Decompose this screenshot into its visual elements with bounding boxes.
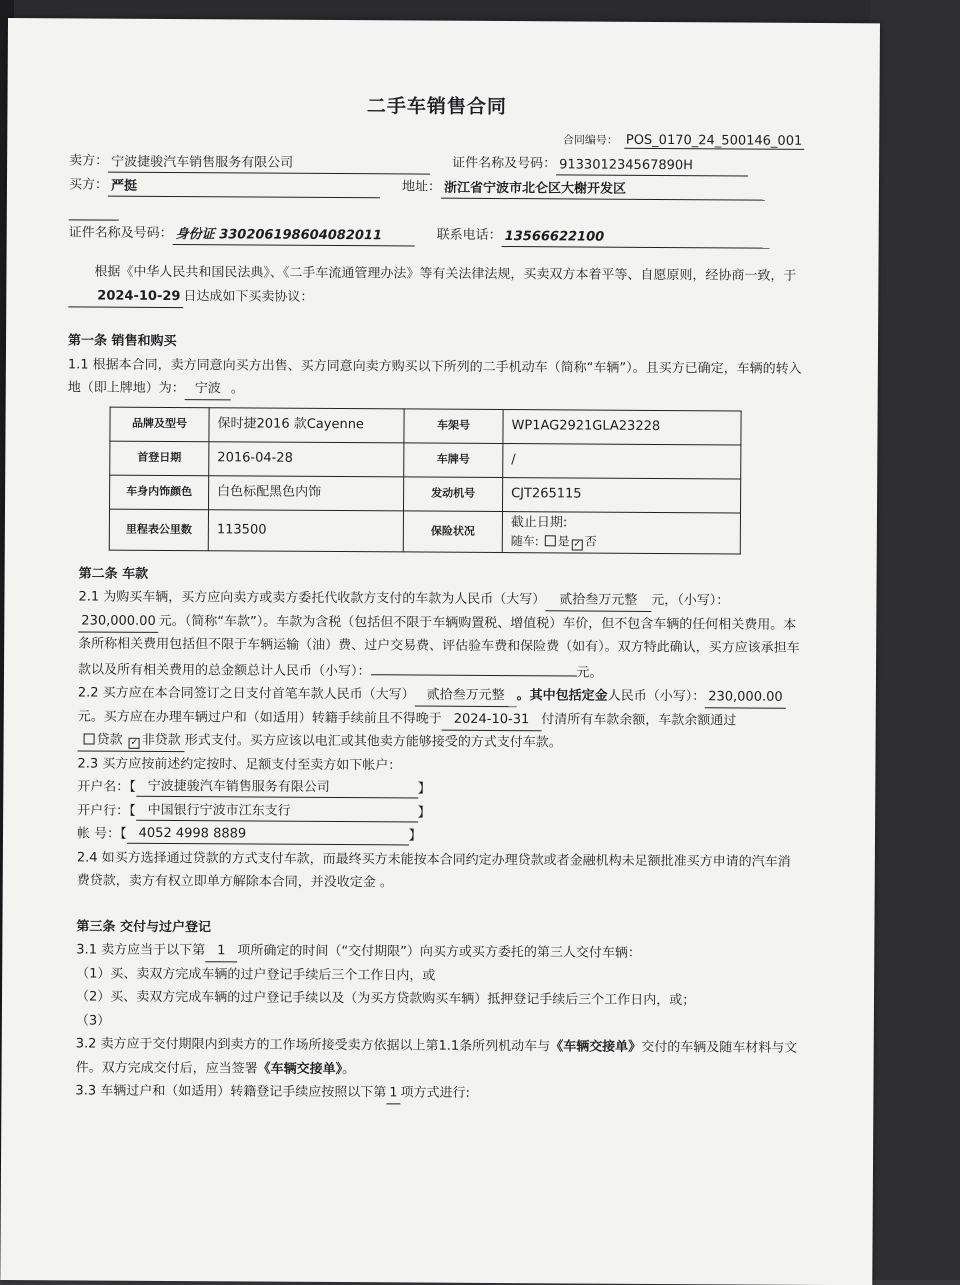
brand-value: 保时捷2016 款Cayenne [209, 407, 404, 442]
article2-p2 [78, 681, 801, 756]
article2-p2-e: 付清所有车款余额，车款余额通过 [541, 711, 737, 728]
phone-value: 13566622100 [502, 228, 770, 249]
article3-option-1: （1）买、卖双方完成车辆的过户登记手续后三个工作日内，或 [76, 965, 436, 984]
desk-background-right [870, 0, 960, 1280]
bank-label: 开户行：【 [77, 802, 136, 819]
close-bracket: 】 [417, 805, 431, 821]
first-payment-upper: 贰拾叁万元整 [415, 685, 517, 707]
article2-p4: 2.4 如买方选择通过贷款的方式支付车款，而最终买方未能按本合同约定办理贷款或者金融机构未足额批准买方申请的汽车消费贷款，卖方有权立即单方解除本合同，并没收定金 。 [76, 849, 791, 891]
article2-heading: 第二条 车款 [78, 565, 149, 582]
article3-p1-b: 项所确定的时间（“交付期限”）向买方或买方委托的第三人交付车辆： [237, 943, 641, 961]
insurance-status [502, 511, 740, 553]
insurance-with-label: 随车: [510, 533, 539, 548]
article1-p1-end: 。 [230, 381, 244, 397]
contract-number-value: POS_0170_24_500146_001 [624, 132, 804, 149]
price-upper-case: 贰拾叁万元整 [545, 590, 651, 612]
page-title: 二手车销售合同 [366, 95, 508, 119]
registration-value: 2016-04-28 [209, 441, 404, 476]
insurance-no-label: 否 [584, 534, 597, 549]
engine-value: CJT265115 [502, 477, 740, 512]
article3-p3-a: 3.3 车辆过户和（如适用）转籍登记手续应按照以下第 [75, 1083, 387, 1101]
address-value: 浙江省宁波市北仑区大榭开发区 [441, 180, 765, 201]
vehicle-table [109, 406, 742, 554]
contract-paper [0, 18, 880, 1285]
close-bracket: 】 [408, 828, 422, 844]
article3-p1-a: 3.1 卖方应当于以下第 [76, 942, 206, 959]
table-row [109, 509, 740, 554]
plate-label: 车牌号 [404, 442, 503, 477]
address-blank-line [69, 201, 119, 220]
article2-p2-a: 2.2 买方应在本合同签订之日支付首笔车款人民币（大写） [77, 685, 415, 703]
seller-id-value: 913301234567890H [556, 156, 748, 176]
article2-p2-b: 。其中包括定金 [516, 688, 608, 704]
article3-p2-a: 3.2 卖方应于交付期限内到卖方的工作场所接受卖方依据以上第1.1条所列机动车与 [75, 1036, 551, 1055]
non-loan-option-label: 非贷款 [141, 732, 181, 749]
color-value: 白色标配黑色内饰 [209, 475, 404, 510]
mileage-label: 里程表公里数 [109, 509, 208, 551]
total-amount-blank [371, 658, 577, 676]
article3-p3 [75, 1079, 798, 1107]
intro-text-2: 日达成如下买卖协议： [183, 288, 314, 305]
buyer-id-value: 身份证 330206198604082011 [173, 226, 415, 246]
table-row [110, 407, 741, 445]
article2-p2-f: 形式支付。买方应该以电汇或其他卖方能够接受的方式支付车款。 [184, 733, 562, 751]
seller-id-label: 证件名称及号码： [452, 155, 557, 171]
insurance-with-car [511, 532, 732, 551]
handover-document-sign: 《车辆交接单》 [257, 1061, 343, 1077]
seller-label: 卖方： [69, 152, 109, 169]
address-label: 地址： [401, 178, 442, 195]
seller-name: 宁波捷骏汽车销售服务有限公司 [108, 154, 430, 175]
article1-heading: 第一条 销售和购买 [67, 333, 177, 350]
loan-option-label: 贷款 [96, 732, 123, 748]
registration-label: 首登日期 [110, 441, 209, 476]
transfer-city: 宁波 [185, 379, 231, 400]
buyer-id-row [69, 220, 804, 248]
checkbox-checked-icon[interactable]: ✓ [130, 737, 139, 748]
balance-due-date: 2024-10-31 [442, 709, 542, 731]
intro-text-1: 根据《中华人民共和国民法典》、《二手车流通管理办法》等有关法律法规，买卖双方本着平等、自愿原则，经协商一致，于 [94, 264, 797, 284]
article3-p2-c: 。 [342, 1061, 356, 1077]
buyer-row [69, 172, 804, 200]
agreement-date: 2024-10-29 [68, 286, 183, 308]
mileage-value: 113500 [208, 509, 403, 551]
brand-label: 品牌及型号 [110, 407, 209, 442]
insurance-yes-label: 是 [557, 533, 570, 548]
article2-p1 [78, 585, 802, 685]
contract-content [63, 93, 804, 1107]
phone-label: 联系电话： [436, 227, 502, 243]
article3-body [75, 938, 799, 1107]
article3-p3-b: 项方式进行: [400, 1085, 470, 1101]
article2-p2-d: 元。买方应在办理车辆过户和（如适用）转籍手续前且不得晚于 [77, 708, 442, 727]
handover-document: 《车辆交接单》 [550, 1039, 642, 1055]
intro-paragraph [68, 260, 803, 311]
engine-label: 发动机号 [403, 476, 502, 511]
price-lower-case: 230,000.00 [78, 611, 159, 632]
account-name-value: 宁波捷骏汽车销售服务有限公司 [136, 778, 418, 799]
delivery-option-number: 1 [205, 941, 237, 962]
article3-p2 [76, 1032, 799, 1083]
article2-p1-a: 2.1 为购买车辆，买方应向卖方或卖方委托代收款方支付的车款为人民币（大写） [78, 589, 546, 608]
buyer-label: 买方： [68, 176, 109, 193]
vin-label: 车架号 [404, 408, 503, 443]
article3-option-2: （2）买、卖双方完成车辆的过户登记手续以及（为买方贷款购买车辆）抵押登记手续后三个工作日内，或； [75, 989, 696, 1009]
checkbox-checked-icon[interactable]: ✓ [573, 538, 581, 550]
article2-p1-b: 元，（小写）： [651, 592, 730, 609]
table-row [110, 441, 741, 479]
checkbox-empty-icon[interactable] [84, 733, 95, 744]
plate-value: / [503, 443, 741, 478]
article1-p1-text: 1.1 根据本合同，卖方同意向买方出售、买方同意向卖方购买以下所列的二手机动车（简称“车辆”）。且买方已确定，车辆的转入地（即上牌地）为： [67, 356, 802, 397]
article2-p1-c: 元。（简称“车款”）。车款为含税（包括但不限于车辆购置税、增值税）车价，但不包含车辆的任何相关费用。本条所称相关费用包括但不限于车辆运输（油）费、过户交易费、评估验车费和保险费（如有）。双方特此确认，买方应该承担车款以及所有相关费用的总金额总计人民币（小写）： [77, 613, 800, 679]
article1-p1 [68, 353, 803, 404]
buyer-id-label: 证件名称及号码： [68, 224, 173, 241]
account-number-label: 帐 号：【 [76, 826, 127, 842]
article3-heading: 第三条 交付与过户登记 [76, 918, 212, 935]
buyer-name: 严挺 [108, 178, 380, 199]
table-row [110, 475, 741, 513]
article2-p2-c: 人民币（小写）： [607, 688, 706, 705]
checkbox-empty-icon[interactable] [545, 535, 556, 546]
first-payment-lower: 230,000.00 [705, 687, 786, 708]
seller-row [69, 148, 804, 176]
contract-number-label: 合同编号： [562, 132, 618, 147]
insurance-label: 保险状况 [403, 510, 502, 552]
color-label: 车身内饰颜色 [110, 475, 209, 510]
close-bracket: 】 [417, 781, 431, 797]
transfer-option-number: 1 [386, 1083, 400, 1104]
article2-p1-d: 元。 [576, 664, 603, 681]
bank-value: 中国银行宁波市江东支行 [136, 802, 418, 823]
account-number-value: 4052 4998 8889 [127, 825, 409, 846]
article3-option-3: （3） [75, 1012, 111, 1029]
account-name-label: 开户名：【 [77, 779, 136, 795]
insurance-deadline: 截止日期: [510, 514, 568, 530]
payment-method [78, 730, 185, 752]
article2-p3: 2.3 买方应按前述约定按时、足额支付至卖方如下帐户： [77, 755, 402, 773]
article2-body [77, 585, 802, 897]
vin-value: WP1AG2921GLA23228 [503, 409, 741, 444]
article3-p2-b: 交付的车辆及随车材料与文件。双方完成交付后，应当签署 [75, 1039, 798, 1077]
